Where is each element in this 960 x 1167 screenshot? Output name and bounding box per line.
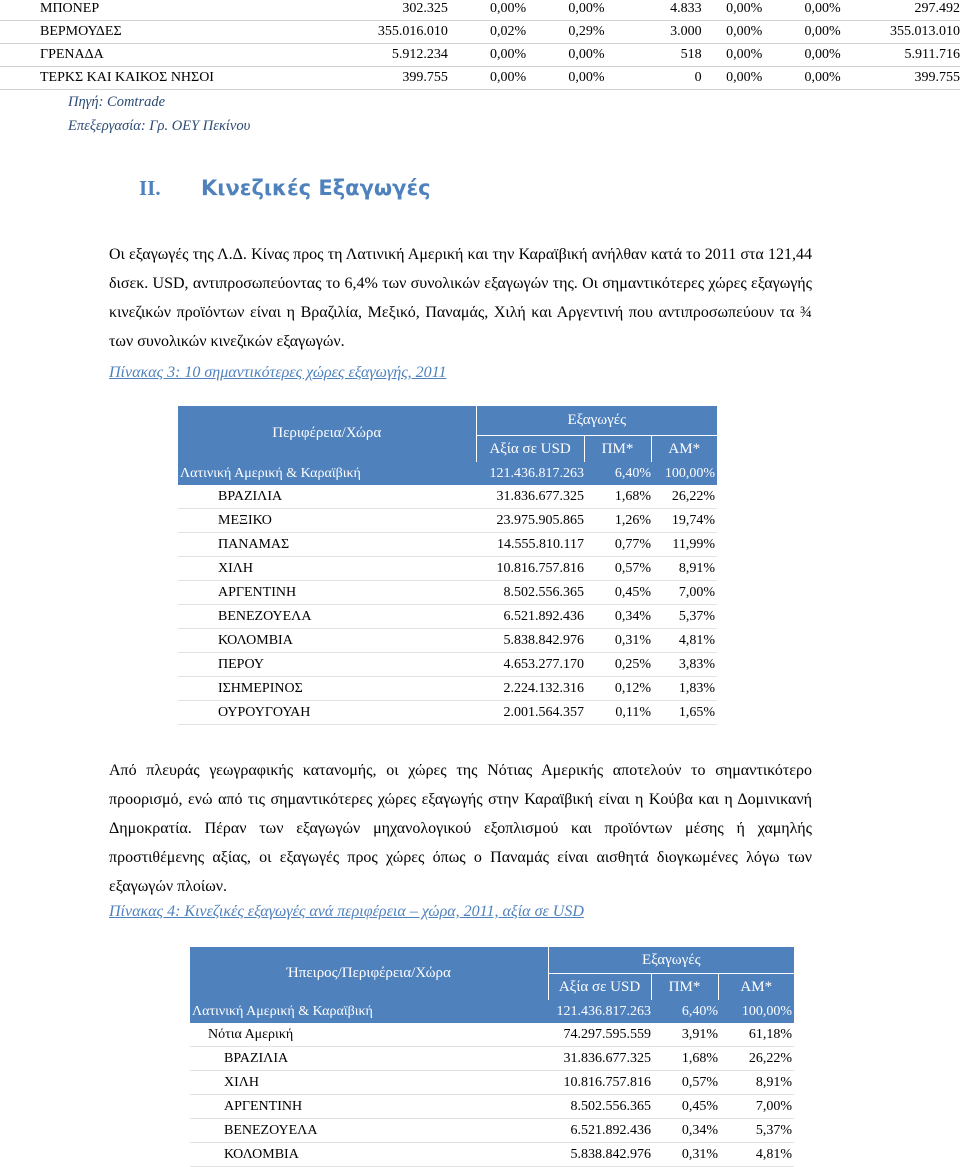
export-value: 2.224.132.316 (476, 677, 584, 701)
value-column-header: Αξία σε USD (476, 436, 584, 463)
value-cell: 0,00% (526, 0, 604, 21)
processing-line: Επεξεργασία: Γρ. ΟΕΥ Πεκίνου (68, 118, 251, 134)
am-share: 4,81% (718, 1143, 794, 1167)
table-row (178, 629, 717, 653)
export-value: 31.836.677.325 (548, 1047, 651, 1071)
table-row (190, 1047, 794, 1071)
exports-group-header: Εξαγωγές (476, 406, 717, 436)
table-row (190, 1119, 794, 1143)
region-value: 121.436.817.263 (548, 1000, 651, 1023)
table-row (178, 605, 717, 629)
am-share: 26,22% (651, 485, 717, 509)
am-share: 11,99% (651, 533, 717, 557)
country-name: ΚΟΛΟΜΒΙΑ (190, 1143, 548, 1167)
value-cell: 355.013.010 (841, 21, 960, 44)
pm-share: 0,12% (584, 677, 651, 701)
table-row (0, 67, 960, 90)
exports-group-header: Εξαγωγές (548, 947, 794, 974)
am-share: 5,37% (651, 605, 717, 629)
section-number: II. (139, 176, 161, 200)
table-row (190, 1095, 794, 1119)
value-cell: 5.911.716 (841, 44, 960, 67)
country-name: ΜΠΟΝΕΡ (0, 0, 325, 21)
subregion-value: 74.297.595.559 (548, 1023, 651, 1047)
am-share: 19,74% (651, 509, 717, 533)
pm-share: 0,34% (584, 605, 651, 629)
table-row (178, 533, 717, 557)
country-rows (190, 1047, 794, 1167)
pm-share: 0,25% (584, 653, 651, 677)
subregion-am: 61,18% (718, 1023, 794, 1047)
value-cell: 297.492 (841, 0, 960, 21)
value-cell: 0,00% (448, 44, 526, 67)
value-cell: 302.325 (325, 0, 448, 21)
export-value: 10.816.757.816 (548, 1071, 651, 1095)
value-cell: 0,00% (702, 44, 763, 67)
value-cell: 5.912.234 (325, 44, 448, 67)
value-cell: 0,00% (448, 67, 526, 90)
country-name: ΒΡΑΖΙΛΙΑ (190, 1047, 548, 1071)
country-name: ΚΟΛΟΜΒΙΑ (178, 629, 476, 653)
pm-share: 0,57% (584, 557, 651, 581)
country-name: ΑΡΓΕΝΤΙΝΗ (178, 581, 476, 605)
table-row (190, 1071, 794, 1095)
am-share: 4,81% (651, 629, 717, 653)
table-row (178, 677, 717, 701)
am-share: 1,83% (651, 677, 717, 701)
export-value: 8.502.556.365 (476, 581, 584, 605)
region-column-header: Περιφέρεια/Χώρα (178, 406, 476, 463)
am-share: 1,65% (651, 701, 717, 725)
section-title: Κινεζικές Εξαγωγές (201, 176, 431, 200)
table-row (190, 1143, 794, 1167)
pm-column-header: ΠΜ* (651, 974, 718, 1001)
export-value: 14.555.810.117 (476, 533, 584, 557)
pm-share: 0,11% (584, 701, 651, 725)
export-value: 5.838.842.976 (548, 1143, 651, 1167)
value-cell: 0,02% (448, 21, 526, 44)
region-pm: 6,40% (651, 1000, 718, 1023)
value-cell: 0,00% (702, 0, 763, 21)
export-value: 4.653.277.170 (476, 653, 584, 677)
pm-share: 0,31% (584, 629, 651, 653)
country-name: ΒΕΝΕΖΟΥΕΛΑ (178, 605, 476, 629)
pm-share: 1,68% (584, 485, 651, 509)
region-name: Λατινική Αμερική & Καραϊβική (190, 1000, 548, 1023)
intro-paragraph: Οι εξαγωγές της Λ.Δ. Κίνας προς τη Λατινική Αμερική και την Καραϊβική ανήλθαν κατά το 2011 στα 121,44 δισεκ. USD, αντιπροσωπεύοντας το 6,4% των συνολικών εξαγωγών της. Οι σημαντικότερες χώρες εξαγωγής κινεζικών προϊόντων είναι η Βραζιλία, Μεξικό, Παναμάς, Χιλή και Αργεντινή που αντιπροσωπεύουν τα ¾ των συνολικών κινεζικών εξαγωγών. (109, 246, 812, 350)
region-total-row (190, 1000, 794, 1023)
value-cell: 0,00% (762, 0, 840, 21)
export-value: 6.521.892.436 (476, 605, 584, 629)
value-cell: 0,00% (702, 21, 763, 44)
country-name: ΑΡΓΕΝΤΙΝΗ (190, 1095, 548, 1119)
distribution-paragraph: Από πλευράς γεωγραφικής κατανομής, οι χώρες της Νότιας Αμερικής αποτελούν το σημαντικότερο προορισμό, ενώ από τις σημαντικότερες χώρες εξαγωγής στην Καραϊβική είναι η Κούβα και η Δομινικανή Δημοκρατία. Πέραν των εξαγωγών μηχανολογικού εξοπλισμού και προϊόντων μέσης ή χαμηλής προστιθέμενης αξίας, οι εξαγωγές προς χώρες όπως ο Παναμάς είναι αισθητά διογκωμένες λόγω των εξαγωγών πλοίων. (109, 762, 812, 895)
pm-share: 1,26% (584, 509, 651, 533)
pm-share: 0,77% (584, 533, 651, 557)
subregion-name: Νότια Αμερική (190, 1023, 548, 1047)
table3-caption: Πίνακας 3: 10 σημαντικότερες χώρες εξαγωγής, 2011 (109, 364, 447, 381)
table-row (178, 701, 717, 725)
value-cell: 0 (605, 67, 702, 90)
value-cell: 355.016.010 (325, 21, 448, 44)
export-value: 5.838.842.976 (476, 629, 584, 653)
value-cell: 4.833 (605, 0, 702, 21)
country-name: ΙΣΗΜΕΡΙΝΟΣ (178, 677, 476, 701)
pm-share: 0,57% (651, 1071, 718, 1095)
top-export-countries-table (178, 405, 717, 725)
country-name: ΒΡΑΖΙΛΙΑ (178, 485, 476, 509)
source-line: Πηγή: Comtrade (68, 94, 166, 110)
region-value: 121.436.817.263 (476, 462, 584, 485)
region-am: 100,00% (651, 462, 717, 485)
country-name: ΧΙΛΗ (178, 557, 476, 581)
continued-exports-body (0, 0, 960, 90)
section-heading (139, 176, 431, 201)
value-cell: 399.755 (841, 67, 960, 90)
pm-share: 0,45% (651, 1095, 718, 1119)
pm-share: 1,68% (651, 1047, 718, 1071)
pm-share: 0,34% (651, 1119, 718, 1143)
table-row (0, 21, 960, 44)
country-name: ΟΥΡΟΥΓΟΥΑΗ (178, 701, 476, 725)
table-row (178, 509, 717, 533)
am-share: 7,00% (651, 581, 717, 605)
table-row (0, 0, 960, 21)
country-name: ΤΕΡΚΣ ΚΑΙ ΚΑΙΚΟΣ ΝΗΣΟΙ (0, 67, 325, 90)
am-share: 8,91% (651, 557, 717, 581)
subregion-pm: 3,91% (651, 1023, 718, 1047)
exports-by-region-table (190, 946, 794, 1167)
region-name: Λατινική Αμερική & Καραϊβική (178, 462, 476, 485)
region-column-header: Ήπειρος/Περιφέρεια/Χώρα (190, 947, 548, 1001)
value-cell: 0,00% (526, 67, 604, 90)
country-name: ΧΙΛΗ (190, 1071, 548, 1095)
table-row (178, 653, 717, 677)
value-cell: 0,00% (526, 44, 604, 67)
table-row (178, 581, 717, 605)
country-name: ΓΡΕΝΑΔΑ (0, 44, 325, 67)
table-row (0, 44, 960, 67)
value-cell: 0,00% (762, 21, 840, 44)
am-share: 8,91% (718, 1071, 794, 1095)
table-row (178, 485, 717, 509)
value-cell: 0,29% (526, 21, 604, 44)
am-share: 3,83% (651, 653, 717, 677)
am-column-header: ΑΜ* (718, 974, 794, 1001)
table-row (178, 557, 717, 581)
region-total-row (178, 462, 717, 485)
am-share: 5,37% (718, 1119, 794, 1143)
country-name: ΜΕΞΙΚΟ (178, 509, 476, 533)
am-share: 26,22% (718, 1047, 794, 1071)
pm-column-header: ΠΜ* (584, 436, 651, 463)
region-pm: 6,40% (584, 462, 651, 485)
country-name: ΒΕΡΜΟΥΔΕΣ (0, 21, 325, 44)
value-cell: 0,00% (762, 67, 840, 90)
value-cell: 0,00% (702, 67, 763, 90)
am-share: 7,00% (718, 1095, 794, 1119)
value-column-header: Αξία σε USD (548, 974, 651, 1001)
region-am: 100,00% (718, 1000, 794, 1023)
value-cell: 518 (605, 44, 702, 67)
table4-caption: Πίνακας 4: Κινεζικές εξαγωγές ανά περιφέρεια – χώρα, 2011, αξία σε USD (109, 903, 584, 920)
value-cell: 0,00% (762, 44, 840, 67)
pm-share: 0,31% (651, 1143, 718, 1167)
export-value: 6.521.892.436 (548, 1119, 651, 1143)
export-value: 8.502.556.365 (548, 1095, 651, 1119)
export-value: 10.816.757.816 (476, 557, 584, 581)
country-rows (178, 485, 717, 725)
value-cell: 3.000 (605, 21, 702, 44)
country-name: ΠΑΝΑΜΑΣ (178, 533, 476, 557)
pm-share: 0,45% (584, 581, 651, 605)
subregion-row (190, 1023, 794, 1047)
export-value: 23.975.905.865 (476, 509, 584, 533)
country-name: ΠΕΡΟΥ (178, 653, 476, 677)
am-column-header: ΑΜ* (651, 436, 717, 463)
export-value: 31.836.677.325 (476, 485, 584, 509)
export-value: 2.001.564.357 (476, 701, 584, 725)
country-name: ΒΕΝΕΖΟΥΕΛΑ (190, 1119, 548, 1143)
value-cell: 399.755 (325, 67, 448, 90)
value-cell: 0,00% (448, 0, 526, 21)
continued-exports-table (0, 0, 960, 90)
